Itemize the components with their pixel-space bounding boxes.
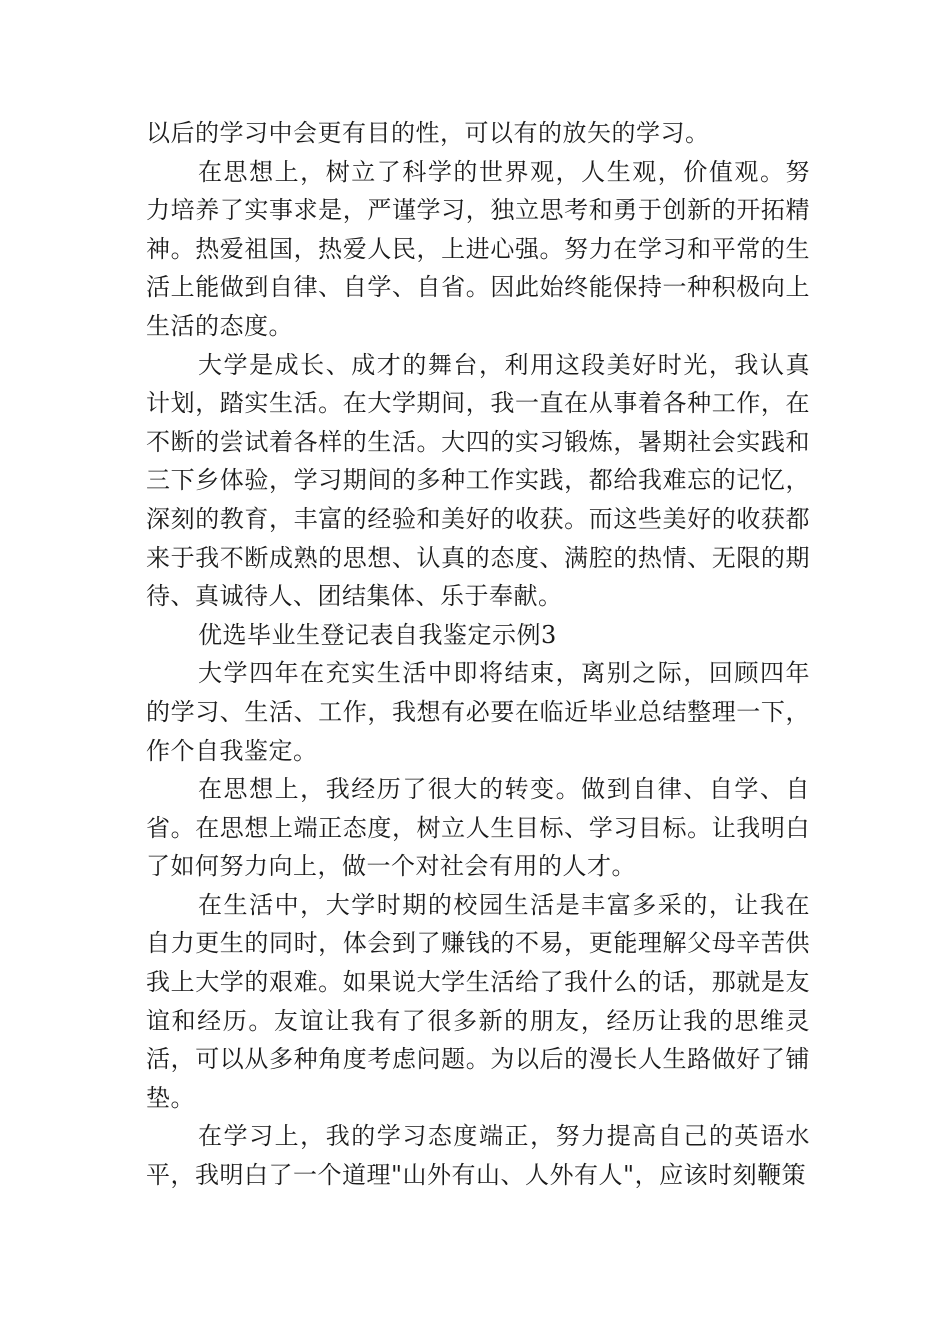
paragraph-university-stage: 大学是成长、成才的舞台，利用这段美好时光，我认真计划，踏实生活。在大学期间，我一直在从事着各种工作，在不断的尝试着各样的生活。大四的实习锻炼，暑期社会实践和三下乡体验，学习期间的多种工作实践，都给我难忘的记忆，深刻的教育，丰富的经验和美好的收获。而这些美好的收获都来于我不断成熟的思想、认真的态度、满腔的热情、无限的期待、真诚待人、团结集体、乐于奉献。 bbox=[146, 350, 810, 611]
section-heading: 优选毕业生登记表自我鉴定示例3 bbox=[198, 620, 557, 649]
paragraph-life: 在生活中，大学时期的校园生活是丰富多采的，让我在自力更生的同时，体会到了赚钱的不易，更能理解父母辛苦供我上大学的艰难。如果说大学生活给了我什么的话，那就是友谊和经历。友谊让我有了很多新的朋友，经历让我的思维灵活，可以从多种角度考虑问题。为以后的漫长人生路做好了铺垫。 bbox=[146, 890, 810, 1112]
paragraph-continuation: 以后的学习中会更有目的性，可以有的放矢的学习。 bbox=[146, 119, 710, 147]
paragraph-study: 在学习上，我的学习态度端正，努力提高自己的英语水平，我明白了一个道理"山外有山、人外有人"，应该时刻鞭策 bbox=[146, 1122, 810, 1190]
paragraph-thought-change: 在思想上，我经历了很大的转变。做到自律、自学、自省。在思想上端正态度，树立人生目标、学习目标。让我明白了如何努力向上，做一个对社会有用的人才。 bbox=[146, 775, 810, 881]
paragraph-thought: 在思想上，树立了科学的世界观，人生观，价值观。努力培养了实事求是，严谨学习，独立思考和勇于创新的开拓精神。热爱祖国，热爱人民，上进心强。努力在学习和平常的生活上能做到自律、自学、自省。因此始终能保持一种积极向上生活的态度。 bbox=[146, 157, 810, 340]
body-text bbox=[146, 114, 810, 1195]
paragraph-intro: 大学四年在充实生活中即将结束，离别之际，回顾四年的学习、生活、工作，我想有必要在临近毕业总结整理一下，作个自我鉴定。 bbox=[146, 659, 810, 765]
